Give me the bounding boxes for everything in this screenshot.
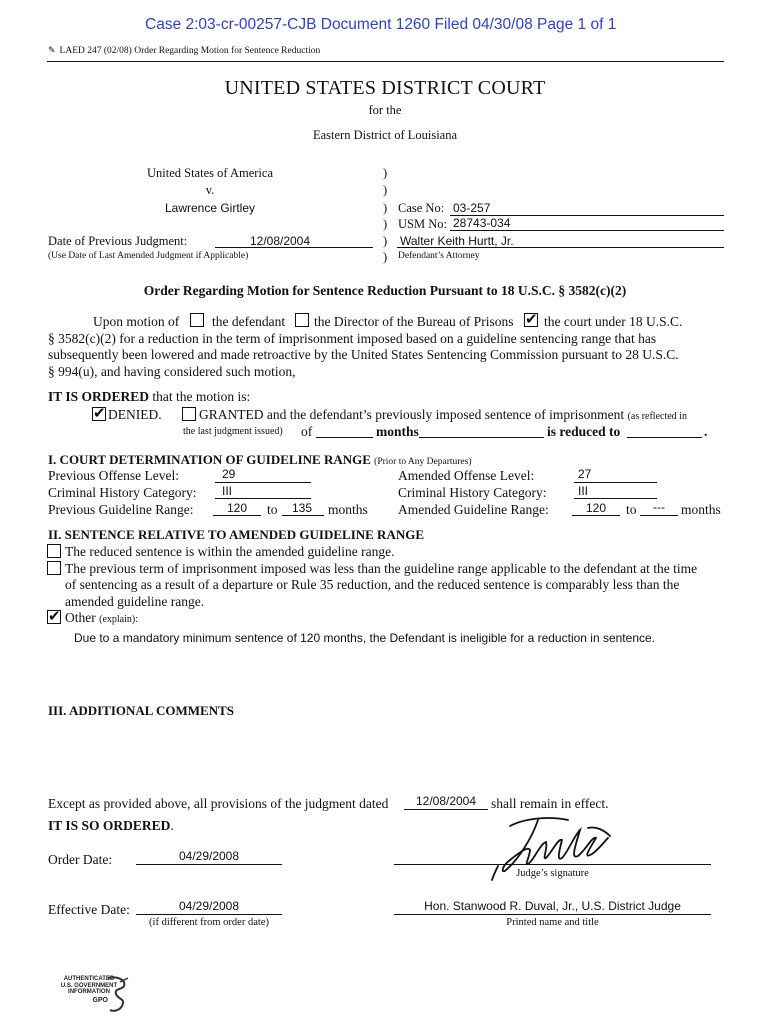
amd-crim-field[interactable]: III: [578, 484, 589, 498]
prev-offense-field[interactable]: 29: [222, 467, 236, 481]
opt-within-range: The reduced sentence is within the amended guideline range.: [65, 544, 395, 559]
form-id-line: [48, 46, 320, 56]
checkbox-director[interactable]: [295, 313, 309, 327]
judgment-date-field[interactable]: 12/08/2004: [415, 794, 477, 808]
order-date-line: [136, 864, 282, 865]
effective-date-label: Effective Date:: [48, 902, 130, 917]
usm-no-label: USM No:: [398, 217, 447, 231]
motion-line-4: § 994(u), and having considered such motion,: [48, 364, 296, 379]
attorney-label: Defendant’s Attorney: [398, 251, 480, 261]
effective-date-note: (if different from order date): [149, 917, 269, 928]
section1-title: I. COURT DETERMINATION OF GUIDELINE RANGE: [48, 452, 371, 467]
granted-text: GRANTED and the defendant’s previously imposed sentence of imprisonment: [199, 407, 625, 422]
prev-range-high[interactable]: 135: [291, 501, 313, 515]
for-the: for the: [368, 103, 402, 117]
ordered-bold: IT IS ORDERED: [48, 389, 150, 404]
form-id-text: LAED 247 (02/08) Order Regarding Motion for Sentence Reduction: [59, 46, 321, 56]
gpo-line-1: AUTHENTICATED: [63, 976, 115, 982]
versus: v.: [205, 183, 215, 197]
usm-no-field[interactable]: 28743-034: [453, 216, 511, 230]
section1-note: (Prior to Any Departures): [374, 457, 472, 467]
checkbox-granted[interactable]: [182, 407, 196, 421]
attorney-line: [397, 247, 724, 248]
prev-judgment-label: Date of Previous Judgment:: [48, 234, 188, 248]
section3-heading: III. ADDITIONAL COMMENTS: [48, 703, 235, 718]
judge-signature-label: Judge’s signature: [516, 868, 589, 879]
amd-range-label: Amended Guideline Range:: [398, 502, 549, 517]
plaintiff: United States of America: [146, 166, 273, 180]
case-header: Case 2:03-cr-00257-CJB Document 1260 Filed 04/30/08 Page 1 of 1: [145, 16, 617, 33]
motion-line-2: § 3582(c)(2) for a reduction in the term of imprisonment imposed based on a guideline sentencing range that has: [48, 331, 657, 346]
reduced-period: .: [704, 424, 708, 439]
paren-3: ): [383, 201, 388, 215]
amd-offense-label: Amended Offense Level:: [398, 468, 535, 483]
opt-less-line-1: The previous term of imprisonment imposed was less than the guideline range applicable to the defendant at the time: [65, 561, 698, 576]
gpo-line-3: INFORMATION: [68, 989, 110, 995]
effective-date-line: [136, 914, 282, 915]
amd-crim-line: [574, 498, 657, 499]
eagle-icon: [102, 974, 132, 1014]
prev-crim-field[interactable]: III: [222, 484, 233, 498]
prev-range-months: months: [328, 502, 368, 517]
opt-other-label: Other: [65, 610, 96, 625]
opt-court-label: the court under 18 U.S.C.: [544, 314, 683, 329]
section1-heading: [48, 452, 472, 468]
months-text: months: [376, 424, 419, 439]
checkbox-court[interactable]: [524, 310, 538, 328]
gpo-line-4: GPO: [92, 996, 108, 1004]
prev-range-label: Previous Guideline Range:: [48, 502, 194, 517]
opt-director-label: the Director of the Bureau of Prisons: [314, 314, 514, 329]
prev-judgment-field[interactable]: 12/08/2004: [249, 234, 311, 248]
judge-name-line: [394, 914, 711, 915]
gpo-line-2: U.S. GOVERNMENT: [60, 982, 118, 989]
amd-range-high[interactable]: ---: [653, 500, 665, 514]
checkmark-icon: ✔: [525, 310, 538, 328]
prev-judgment-line: [215, 247, 373, 248]
header-rule: [47, 61, 724, 62]
prev-judgment-note: (Use Date of Last Amended Judgment if Applicable): [48, 251, 249, 261]
granted-label: [199, 407, 687, 423]
paren-4: ): [383, 217, 388, 231]
court-name: UNITED STATES DISTRICT COURT: [224, 77, 546, 99]
checkbox-other[interactable]: [47, 607, 61, 625]
prev-offense-label: Previous Offense Level:: [48, 468, 179, 483]
district-name: Eastern District of Louisiana: [312, 128, 458, 142]
granted-note: (as reflected in: [627, 411, 687, 422]
usm-no-line: [450, 230, 724, 231]
judge-signature-line: [394, 864, 711, 865]
opt-other-note: (explain):: [99, 614, 138, 625]
denied-label: DENIED.: [108, 407, 162, 422]
prev-range-high-line: [282, 515, 324, 516]
upon-motion-text: Upon motion of: [93, 314, 180, 329]
opt-defendant-label: the defendant: [212, 314, 286, 329]
ordered-rest: that the motion is:: [152, 389, 251, 404]
of-line: [316, 437, 373, 438]
case-no-field[interactable]: 03-257: [453, 201, 491, 215]
paren-5: ): [383, 234, 388, 248]
amd-range-to: to: [626, 502, 637, 517]
opt-less-line-3: amended guideline range.: [65, 594, 205, 609]
months-line: [419, 437, 544, 438]
prev-crim-label: Criminal History Category:: [48, 485, 197, 500]
amd-range-low[interactable]: 120: [585, 501, 607, 515]
other-explanation[interactable]: Due to a mandatory minimum sentence of 120 months, the Defendant is ineligible for a reduction in sentence.: [74, 631, 655, 645]
order-date-field[interactable]: 04/29/2008: [178, 849, 240, 863]
checkbox-defendant[interactable]: [190, 313, 204, 327]
attorney-field[interactable]: Walter Keith Hurtt, Jr.: [400, 234, 514, 248]
order-date-label: Order Date:: [48, 852, 113, 867]
opt-other: [65, 610, 138, 626]
amd-offense-field[interactable]: 27: [578, 467, 592, 481]
it-is-ordered: [48, 389, 250, 405]
paren-6: ): [383, 250, 388, 264]
reduced-line: [627, 437, 702, 438]
checkmark-icon: ✔: [48, 607, 61, 625]
judge-name-field[interactable]: Hon. Stanwood R. Duval, Jr., U.S. District Judge: [424, 899, 681, 913]
effective-date-field[interactable]: 04/29/2008: [178, 899, 240, 913]
so-ordered: [48, 818, 174, 834]
prev-range-to: to: [267, 502, 278, 517]
order-title: Order Regarding Motion for Sentence Reduction Pursuant to 18 U.S.C. § 3582(c)(2): [143, 283, 627, 298]
prev-crim-line: [215, 498, 311, 499]
checkbox-less-than-range[interactable]: [47, 561, 61, 575]
motion-line-3: subsequently been lowered and made retroactive by the United States Sentencing Commission pursuant to 28 U.S.C.: [48, 347, 679, 362]
prev-offense-line: [215, 482, 311, 483]
paren-1: ): [383, 166, 388, 180]
amd-offense-line: [574, 482, 657, 483]
amd-range-high-line: [640, 515, 678, 516]
granted-note-2: the last judgment issued): [183, 426, 283, 437]
section2-heading: II. SENTENCE RELATIVE TO AMENDED GUIDELINE RANGE: [48, 527, 425, 542]
printed-name-label: Printed name and title: [506, 917, 599, 928]
opt-less-line-2: of sentencing as a result of a departure or Rule 35 reduction, and the reduced sentence is comparably less than the: [65, 577, 680, 592]
paren-2: ): [383, 183, 388, 197]
checkmark-icon: ✔: [93, 404, 106, 422]
amd-range-low-line: [572, 515, 620, 516]
amd-crim-label: Criminal History Category:: [398, 485, 547, 500]
prev-range-low-line: [213, 515, 261, 516]
amd-range-months: months: [681, 502, 721, 517]
so-ordered-bold: IT IS SO ORDERED: [48, 818, 171, 833]
checkbox-within-range[interactable]: [47, 544, 61, 558]
defendant-name: Lawrence Girtley: [164, 201, 256, 215]
so-ordered-dot: .: [170, 818, 174, 833]
of-text: of: [301, 424, 313, 439]
case-no-label: Case No:: [398, 201, 445, 215]
checkbox-denied[interactable]: [92, 404, 106, 422]
remain-text: shall remain in effect.: [491, 796, 609, 811]
reduced-text: is reduced to: [547, 424, 621, 439]
except-text: Except as provided above, all provisions of the judgment dated: [48, 796, 389, 811]
prev-range-low[interactable]: 120: [226, 501, 248, 515]
pencil-icon: ✎: [48, 46, 56, 56]
